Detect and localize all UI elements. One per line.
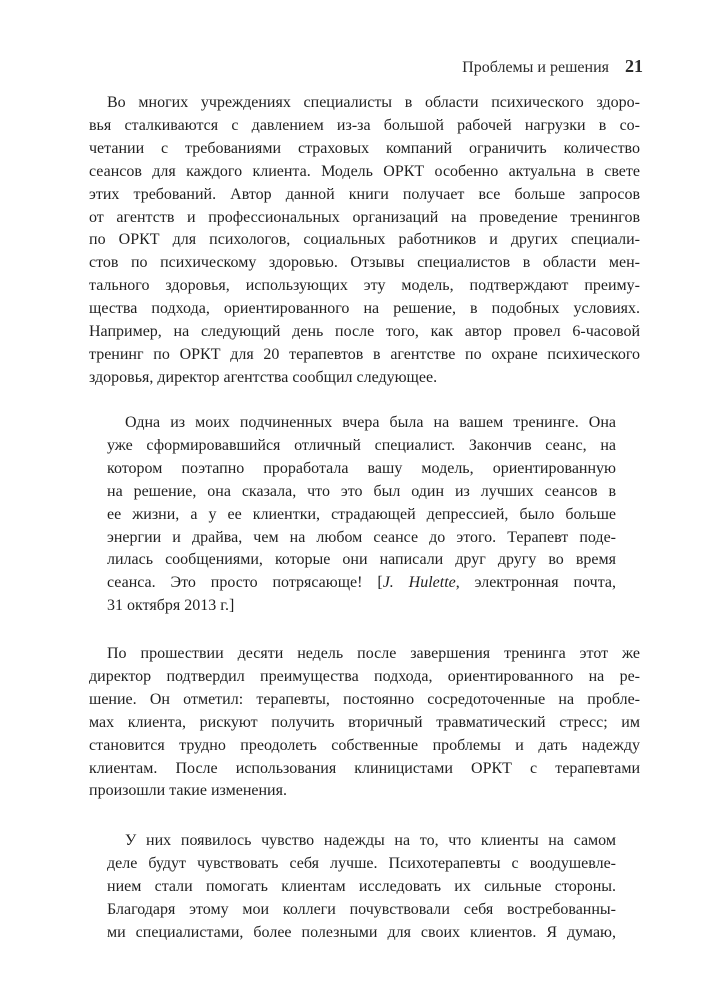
- block-quote-1: [107, 412, 616, 618]
- text-line: вья сталкиваются с давлением из-за большой рабочей нагрузки в со-: [89, 116, 640, 134]
- chapter-title: Проблемы и решения: [462, 59, 609, 76]
- text-line: щества подхода, ориентированного на решение, в подобных условиях.: [89, 300, 640, 318]
- text-line: стов по психическому здоровью. Отзывы специалистов в области мен-: [89, 254, 640, 272]
- body-paragraph-2: [89, 643, 640, 803]
- quote-line: энергии и драйва, чем на любом сеансе до этого. Терапевт поде-: [107, 528, 616, 546]
- quote-line: Благодаря этому мои коллеги почувствовали себя востребованны-: [107, 900, 616, 918]
- quote-text: сеанса. Это просто потрясающе! [: [107, 574, 383, 592]
- quote-line: ми специалистами, более полезными для своих клиентов. Я думаю,: [107, 923, 616, 941]
- quote-line-citation: [107, 572, 616, 595]
- text-line: клиентам. После использования клиницистами ОРКТ с терапевтами: [89, 759, 640, 777]
- text-line: тренинг по ОРКТ для 20 терапевтов в агентстве по охране психического: [89, 345, 640, 363]
- quote-line: деле будут чувствовать себя лучше. Психотерапевты с воодушевле-: [107, 854, 616, 872]
- text-line: мах клиента, рискуют получить вторичный травматический стресс; им: [89, 713, 640, 731]
- text-line: произошли такие изменения.: [89, 782, 287, 800]
- text-line: тального здоровья, использующих эту модель, подтверждают преиму-: [89, 277, 640, 295]
- quote-line: котором поэтапно проработала вашу модель, ориентированную: [107, 459, 616, 477]
- quote-line: на решение, она сказала, что это был один из лучших сеансов в: [107, 482, 616, 500]
- quote-line: 31 октября 2013 г.]: [107, 597, 235, 615]
- text-line: шение. Он отметил: терапевты, постоянно сосредоточенные на пробле-: [89, 690, 640, 708]
- quote-line: Одна из моих подчиненных вчера была на вашем тренинге. Она: [125, 414, 616, 431]
- block-quote-2: [107, 830, 616, 945]
- text-line: этих требований. Автор данной книги получает все больше запросов: [89, 185, 640, 203]
- text-line: По прошествии десяти недель после завершения тренинга этот же: [107, 645, 640, 662]
- quote-line: У них появилось чувство надежды на то, что клиенты на самом: [125, 832, 616, 849]
- page-number: 21: [625, 56, 643, 76]
- text-line: Во многих учреждениях специалисты в области психического здоро-: [107, 94, 640, 111]
- text-line: от агентств и профессиональных организаций на проведение тренингов: [89, 208, 640, 226]
- text-line: здоровья, директор агентства сообщил следующее.: [89, 368, 438, 386]
- quote-line: нием стали помогать клиентам исследовать их сильные стороны.: [107, 877, 616, 895]
- text-line: четании с требованиями страховых компаний ограничить количество: [89, 139, 640, 157]
- text-line: становится трудно преодолеть собственные проблемы и дать надежду: [89, 736, 640, 754]
- text-line: директор подтвердил преимущества подхода, ориентированного на ре-: [89, 667, 640, 685]
- text-line: по ОРКТ для психологов, социальных работников и других специали-: [89, 231, 640, 249]
- quote-line: уже сформировавшийся отличный специалист. Закончив сеанс, на: [107, 436, 616, 454]
- quote-line: лилась сообщениями, которые они написали друг другу во время: [107, 551, 616, 569]
- citation-source: , электронная почта,: [455, 574, 617, 592]
- text-line: сеансов для каждого клиента. Модель ОРКТ особенно актуальна в свете: [89, 162, 640, 180]
- quote-line: ее жизни, а у ее клиентки, страдающей депрессией, было больше: [107, 505, 616, 523]
- body-paragraph-1: [89, 92, 640, 390]
- text-line: Например, на следующий день после того, как автор провел 6-часовой: [89, 323, 640, 341]
- citation-author: J. Hulette: [382, 574, 456, 592]
- running-head: [462, 56, 643, 77]
